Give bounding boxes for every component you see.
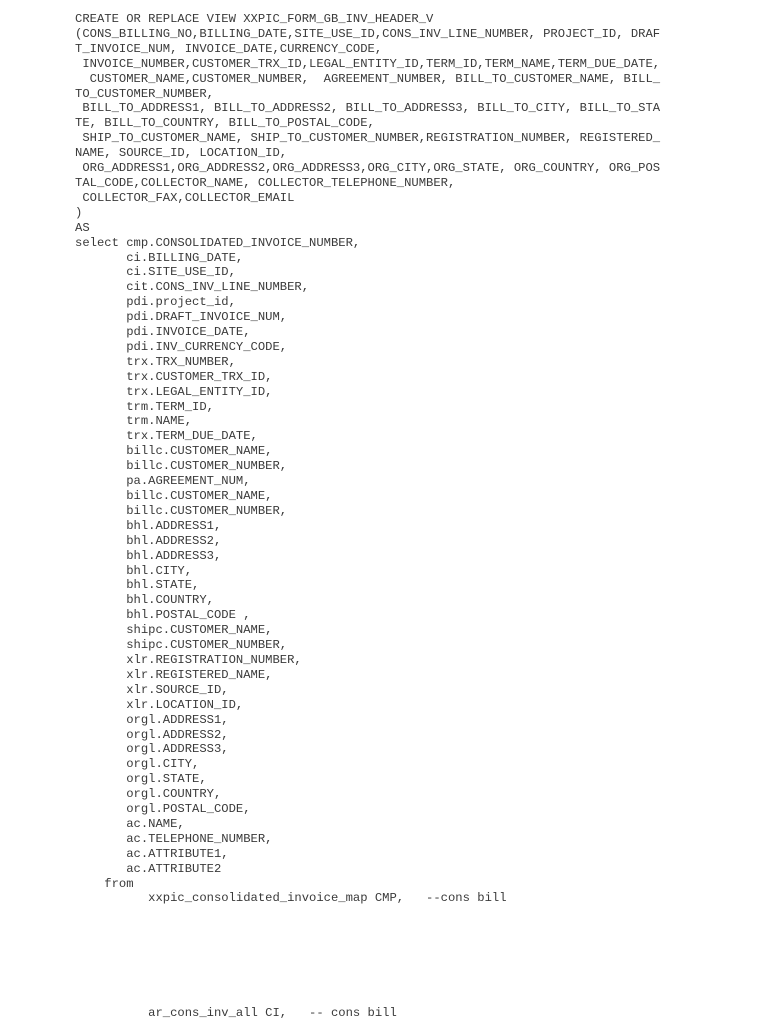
code-line: billc.CUSTOMER_NUMBER,: [75, 503, 288, 518]
code-line: ac.TELEPHONE_NUMBER,: [75, 831, 273, 846]
code-line: TE, BILL_TO_COUNTRY, BILL_TO_POSTAL_CODE,: [75, 116, 375, 131]
code-line: bhl.ADDRESS1,: [75, 518, 222, 533]
code-line: orgl.POSTAL_CODE,: [75, 802, 251, 817]
code-line: bhl.STATE,: [75, 578, 200, 593]
code-line: ci.BILLING_DATE,: [75, 250, 244, 265]
code-line: xlr.REGISTRATION_NUMBER,: [75, 652, 302, 667]
code-line: (CONS_BILLING_NO,BILLING_DATE,SITE_USE_ID,CONS_INV_LINE_NUMBER, PROJECT_ID, DRAF: [75, 26, 661, 41]
code-line: select cmp.CONSOLIDATED_INVOICE_NUMBER,: [75, 235, 361, 250]
code-line: xlr.REGISTERED_NAME,: [75, 667, 273, 682]
code-line: ar_cons_inv_all CI, -- cons bill: [75, 1006, 397, 1020]
code-line: billc.CUSTOMER_NUMBER,: [75, 459, 288, 474]
code-line: billc.CUSTOMER_NAME,: [75, 489, 273, 503]
code-line: ac.NAME,: [75, 816, 185, 831]
sql-view-definition: [75, 12, 660, 906]
code-line: TO_CUSTOMER_NUMBER,: [75, 86, 214, 101]
code-line: INVOICE_NUMBER,CUSTOMER_TRX_ID,LEGAL_ENTITY_ID,TERM_ID,TERM_NAME,TERM_DUE_DATE,: [75, 56, 661, 71]
code-line: SHIP_TO_CUSTOMER_NAME, SHIP_TO_CUSTOMER_NUMBER,REGISTRATION_NUMBER, REGISTERED_: [75, 131, 661, 146]
code-line: trx.TERM_DUE_DATE,: [75, 429, 258, 444]
code-line: ac.ATTRIBUTE2: [75, 861, 222, 876]
code-line: orgl.ADDRESS2,: [75, 727, 229, 742]
code-line: shipc.CUSTOMER_NUMBER,: [75, 638, 288, 653]
code-line: bhl.ADDRESS2,: [75, 533, 222, 548]
code-line: COLLECTOR_FAX,COLLECTOR_EMAIL: [75, 190, 295, 205]
code-line: pdi.project_id,: [75, 295, 236, 310]
code-line: BILL_TO_ADDRESS1, BILL_TO_ADDRESS2, BILL_TO_ADDRESS3, BILL_TO_CITY, BILL_TO_STA: [75, 101, 661, 116]
code-line: CREATE OR REPLACE VIEW XXPIC_FORM_GB_INV_HEADER_V: [75, 12, 434, 26]
code-line: xxpic_consolidated_invoice_map CMP, --cons bill: [75, 891, 507, 906]
code-line: bhl.COUNTRY,: [75, 593, 214, 608]
code-line: xlr.SOURCE_ID,: [75, 682, 229, 697]
code-line: bhl.ADDRESS3,: [75, 548, 222, 563]
code-line: billc.CUSTOMER_NAME,: [75, 444, 273, 459]
code-line: trx.LEGAL_ENTITY_ID,: [75, 384, 273, 399]
code-line: pdi.INVOICE_DATE,: [75, 325, 251, 340]
code-line: bhl.POSTAL_CODE ,: [75, 608, 251, 623]
code-line: orgl.STATE,: [75, 772, 207, 787]
code-line: orgl.COUNTRY,: [75, 787, 222, 802]
code-line: bhl.CITY,: [75, 563, 193, 578]
code-line: orgl.ADDRESS1,: [75, 712, 229, 727]
sql-from-continuation: [75, 1006, 397, 1021]
code-line: pa.AGREEMENT_NUM,: [75, 474, 251, 489]
code-line: ): [75, 205, 83, 220]
code-line: TAL_CODE,COLLECTOR_NAME, COLLECTOR_TELEPHONE_NUMBER,: [75, 175, 456, 190]
code-line: trx.TRX_NUMBER,: [75, 354, 236, 369]
code-line: ci.SITE_USE_ID,: [75, 265, 236, 280]
code-line: CUSTOMER_NAME,CUSTOMER_NUMBER, AGREEMENT_NUMBER, BILL_TO_CUSTOMER_NAME, BILL_: [75, 71, 661, 86]
code-line: trm.NAME,: [75, 414, 193, 429]
code-line: shipc.CUSTOMER_NAME,: [75, 623, 273, 638]
code-line: NAME, SOURCE_ID, LOCATION_ID,: [75, 146, 288, 161]
code-line: AS: [75, 220, 90, 235]
code-line: cit.CONS_INV_LINE_NUMBER,: [75, 280, 310, 295]
code-line: orgl.ADDRESS3,: [75, 742, 229, 757]
code-line: orgl.CITY,: [75, 757, 200, 772]
code-line: xlr.LOCATION_ID,: [75, 697, 244, 712]
code-line: ac.ATTRIBUTE1,: [75, 846, 229, 861]
code-line: from: [75, 876, 134, 891]
code-line: pdi.INV_CURRENCY_CODE,: [75, 339, 288, 354]
code-line: trx.CUSTOMER_TRX_ID,: [75, 369, 273, 384]
code-line: ORG_ADDRESS1,ORG_ADDRESS2,ORG_ADDRESS3,ORG_CITY,ORG_STATE, ORG_COUNTRY, ORG_POS: [75, 161, 661, 176]
code-line: trm.TERM_ID,: [75, 399, 214, 414]
code-line: pdi.DRAFT_INVOICE_NUM,: [75, 310, 288, 325]
code-line: T_INVOICE_NUM, INVOICE_DATE,CURRENCY_CODE,: [75, 41, 383, 56]
